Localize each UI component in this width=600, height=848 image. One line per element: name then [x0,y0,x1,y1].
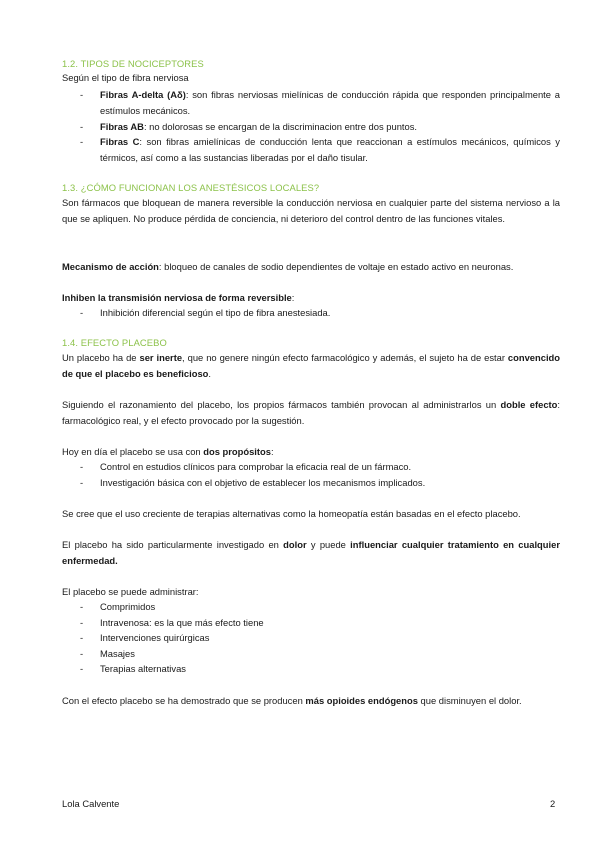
emphasis: dolor [283,539,307,550]
emphasis: ser inerte [139,352,183,363]
text: Un placebo ha de [62,352,140,363]
page-number: 2 [550,798,556,809]
bullet-dash: - [80,632,84,643]
paragraph: El placebo se puede administrar: [62,586,199,597]
mechanism-label: Mecanismo de acción [62,261,159,272]
text: que disminuyen el dolor. [417,695,522,706]
paragraph: Son fármacos que bloquean de manera reversible la conducción nerviosa en cualquier parte del sistema nervioso a la que se apliquen. No produce pérdida de conciencia, ni deterioro del control dentro de las funciones vitales. [62,197,560,224]
list-item-text: Intravenosa: es la que más efecto tiene [100,617,264,628]
definition: : son fibras nerviosas mielínicas de conducción rápida que responden principalmente a estímulos mecánicos. [100,89,561,116]
emphasis: convencido de que el placebo es beneficioso [62,352,560,379]
paragraph [62,397,560,428]
bullet-dash: - [80,121,84,132]
list-item-text: Comprimidos [100,601,156,612]
bullet-dash: - [80,89,84,100]
paragraph [62,693,522,709]
list-item [80,459,560,475]
footer-author: Lola Calvente [62,798,120,809]
list-item-text: Control en estudios clínicos para comprobar la eficacia real de un fármaco. [100,461,412,472]
text: Siguiendo el razonamiento del placebo, los propios fármacos también provocan al administrarlos un [62,399,501,410]
text: El placebo ha sido particularmente investigado en [62,539,284,550]
paragraph [62,350,560,381]
bullet-dash: - [80,648,84,659]
paragraph [62,444,274,460]
emphasis: dos propósitos [203,446,271,457]
inhibition-colon: : [291,292,295,303]
term: Fibras AB [100,121,144,132]
term: Fibras C [100,136,140,147]
list-item [80,646,560,662]
bullet-dash: - [80,307,84,318]
text: : farmacológico real, y el efecto provocado por la sugestión. [62,399,561,426]
list-item [80,599,560,615]
bullet-dash: - [80,601,84,612]
bullet-dash: - [80,617,84,628]
list-item [80,630,560,646]
text: , que no genere ningún efecto farmacológico y además, el sujeto ha de estar [182,352,508,363]
list-item [80,475,560,491]
list-item [80,134,560,165]
list-item-text: Masajes [100,648,135,659]
list-item-text: Inhibición diferencial según el tipo de fibra anestesiada. [100,307,331,318]
list-item [80,615,560,631]
text: Con el efecto placebo se ha demostrado que se producen [62,695,306,706]
text: . [208,367,212,379]
section-heading-anestesicos: 1.3. ¿CÓMO FUNCIONAN LOS ANESTÉSICOS LOCALES? [62,182,320,193]
bullet-dash: - [80,461,84,472]
list-item [80,661,560,677]
text: Hoy en día el placebo se usa con [62,446,204,457]
list-item [80,119,560,135]
bullet-dash: - [80,136,84,147]
text: : [270,446,274,457]
paragraph: Se cree que el uso creciente de terapias alternativas como la homeopatía están basadas en el efecto placebo. [62,508,521,519]
section-heading-placebo: 1.4. EFECTO PLACEBO [62,337,167,348]
list-item-text: Intervenciones quirúrgicas [100,632,210,643]
paragraph [62,537,560,568]
list-item [80,305,560,321]
term: Fibras A-delta (Aδ) [100,89,186,100]
mechanism-line [62,259,513,275]
section-heading-nociceptores: 1.2. TIPOS DE NOCICEPTORES [62,58,204,69]
emphasis: influenciar cualquier tratamiento en cualquier enfermedad. [62,539,560,566]
emphasis: doble efecto [500,399,558,410]
bullet-dash: - [80,663,84,674]
definition: : no dolorosas se encargan de la discriminacion entre dos puntos. [143,121,418,132]
bullet-dash: - [80,477,84,488]
list-item [80,87,560,118]
inhibition-label: Inhiben la transmisión nerviosa de forma reversible [62,292,292,303]
text: y puede [306,539,351,550]
emphasis: más opioides endógenos [305,695,418,706]
list-item-text: Investigación básica con el objetivo de establecer los mecanismos implicados. [100,477,426,488]
list-item-text: Terapias alternativas [100,663,186,674]
definition: : son fibras amielínicas de conducción lenta que reaccionan a estímulos mecánicos, químicos y térmicos, así como a las sustancias liberadas por el daño tisular. [100,136,560,163]
section-intro: Según el tipo de fibra nerviosa [62,72,189,83]
mechanism-text: : bloqueo de canales de sodio dependientes de voltaje en estado activo en neuronas. [158,261,514,272]
inhibition-line [62,290,294,306]
